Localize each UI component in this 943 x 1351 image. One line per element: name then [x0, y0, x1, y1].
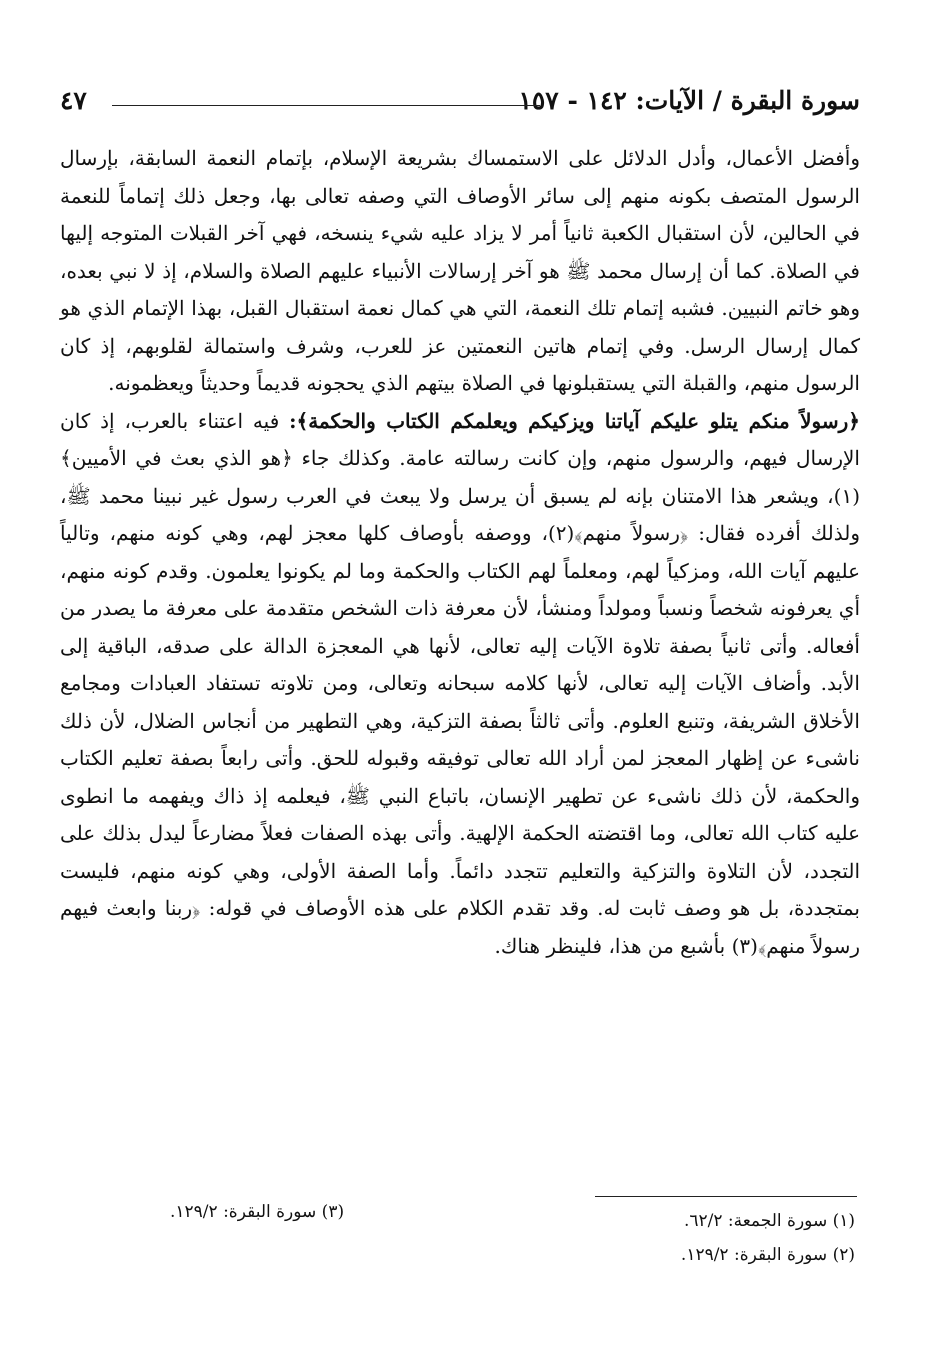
header-rule: [112, 105, 540, 106]
page-number: ٤٧: [60, 86, 87, 115]
footnote-rule: [595, 1196, 857, 1197]
footnote-1: (١) سورة الجمعة: ٦٢/٢.: [683, 1211, 855, 1231]
commentary-text: فيه اعتناء بالعرب، إذ كان الإرسال فيهم، والرسول منهم، وإن كانت رسالته عامة. وكذلك جاء ﴿هو الذي بعث في الأميين﴾(١)، ويشعر هذا الامتنان بإنه لم يسبق أن يرسل ولا يبعث في العرب رسول غير نبينا محمد ﷺ، ولذلك أفرده فقال: ﴿رسولاً منهم﴾(٢)، ووصفه بأوصاف كلها معجز لهم، وهي كونه منهم، وتالياً عليهم آيات الله، ومزكياً لهم، ومعلماً لهم الكتاب والحكمة وما لم يكونوا يعلمون. وقدم كونه منهم، أي يعرفونه شخصاً ونسباً ومولداً ومنشأ، لأن معرفة ذات الشخص متقدمة على معرفة ما يصدر من أفعاله. وأتى ثانياً بصفة تلاوة الآيات إليه تعالى، لأنها هي المعجزة الدالة على صدقه، الباقية إلى الأبد. وأضاف الآيات إليه تعالى، لأنها كلامه سبحانه وتعالى، ومن تلاوته تستفاد العبادات ومجامع الأخلاق الشريفة، وتنبع العلوم. وأتى ثالثاً بصفة التزكية، وهي التطهير من أنجاس الضلال، لأن ذلك ناشىء عن إظهار المعجز لمن أراد الله تعالى توفيقه وقبوله للحق. وأتى رابعاً بصفة تعليم الكتاب والحكمة، لأن ذلك ناشىء عن تطهير الإنسان، باتباع النبي ﷺ، فيعلمه إذ ذاك ويفهمه ما انطوى عليه كتاب الله تعالى، وما اقتضته الحكمة الإلهية. وأتى بهذه الصفات فعلاً مضارعاً ليدل بذلك على التجدد، لأن التلاوة والتزكية والتعليم تتجدد دائماً. وأما الصفة الأولى، وهي كونه منهم، فليست بمتجددة، بل هو وصف ثابت له. وقد تقدم الكلام على هذه الأوصاف في قوله: ﴿ربنا وابعث فيهم رسولاً منهم﴾(٣) بأشبع من هذا، فلينظر هناك.: [60, 408, 860, 958]
footnote-3: (٣) سورة البقرة: ١٢٩/٢.: [170, 1202, 345, 1222]
paragraph-2: [60, 403, 860, 966]
paragraph-1: وأفضل الأعمال، وأدل الدلائل على الاستمساك بشريعة الإسلام، بإتمام النعمة السابقة، بإرسال الرسول المتصف بكونه منهم إلى سائر الأوصاف التي وصفه تعالى بها، وجعل ذلك إتماماً للنعمة في الحالين، لأن استقبال الكعبة ثانياً أمر لا يزاد عليه شيء ينسخه، فهي آخر القبلات المتوجه إليها في الصلاة. كما أن إرسال محمد ﷺ هو آخر إرسالات الأنبياء عليهم الصلاة والسلام، إذ لا نبي بعده، وهو خاتم النبيين. فشبه إتمام تلك النعمة، التي هي كمال نعمة استقبال القبل، بهذا الإتمام الذي هو كمال إرسال الرسل. وفي إتمام هاتين النعمتين عز للعرب، وشرف واستمالة لقلوبهم، إذ كان الرسول منهم، والقبلة التي يستقبلونها في الصلاة بيتهم الذي يحجونه قديماً وحديثاً ويعظمونه.: [60, 146, 860, 395]
main-text: [60, 140, 860, 965]
footnote-2: (٢) سورة البقرة: ١٢٩/٢.: [680, 1245, 855, 1265]
page-header: [60, 86, 860, 126]
footnotes: [170, 1202, 855, 1278]
running-title: سورة البقرة / الآيات: ١٤٢ - ١٥٧: [518, 86, 860, 115]
quranic-verse: ﴿رسولاً منكم يتلو عليكم آياتنا ويزكيكم ويعلمكم الكتاب والحكمة﴾:: [289, 408, 861, 433]
